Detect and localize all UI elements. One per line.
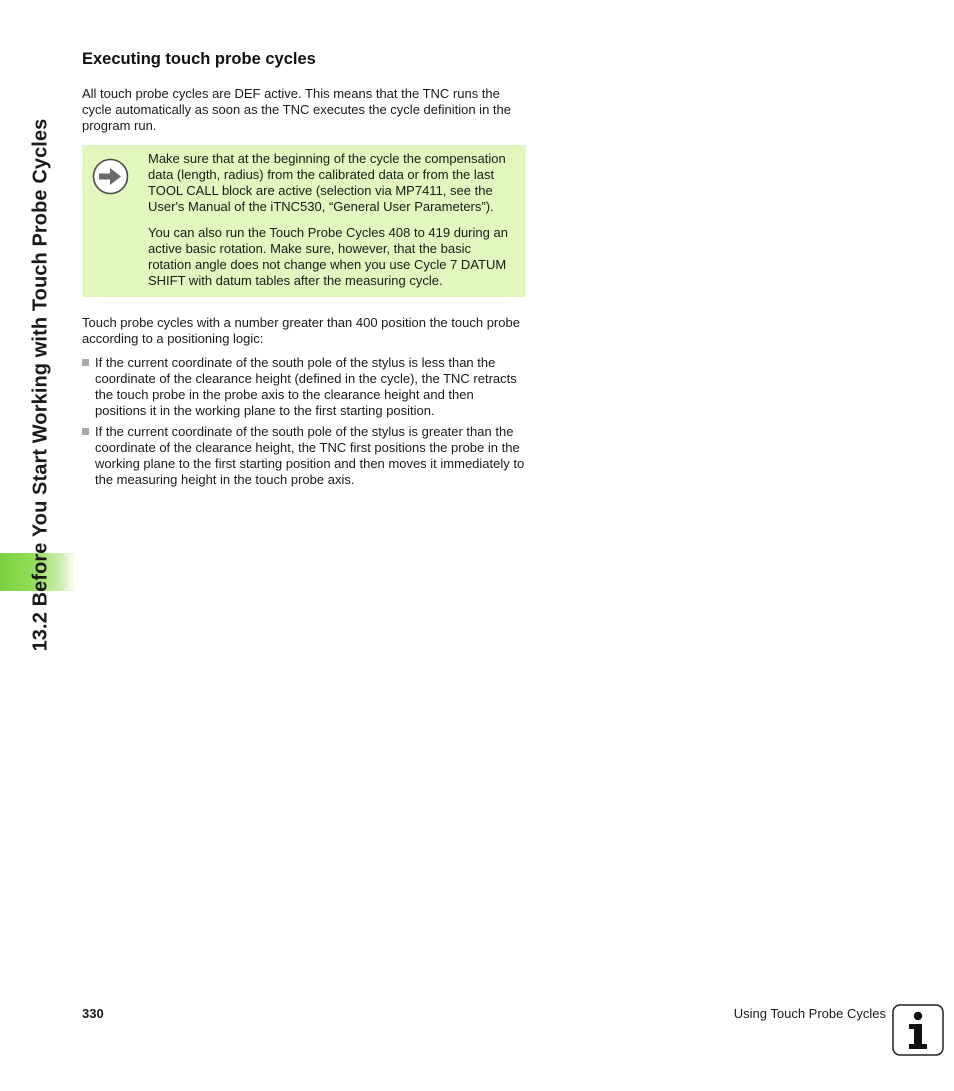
list-item-text: If the current coordinate of the south pole of the stylus is less than the coordinate of the clearance height (defined in the cycle), the TNC retracts the touch probe in the probe axis to the clearance height and then positions it in the working plane to the first starting position. — [95, 355, 517, 418]
info-icon[interactable] — [892, 1004, 944, 1056]
positioning-logic-paragraph: Touch probe cycles with a number greater than 400 position the touch probe according to a positioning logic: — [82, 315, 520, 346]
square-bullet-icon — [82, 428, 89, 435]
list-item — [82, 355, 526, 419]
main-content — [82, 48, 526, 493]
note-paragraph-1: Make sure that at the beginning of the cycle the compensation data (length, radius) from the calibrated data or from the last TOOL CALL block are active (selection via MP7411, see the User's Manual of the iTNC530, “General User Parameters”). — [148, 151, 506, 214]
list-item-text: If the current coordinate of the south pole of the stylus is greater than the coordinate of the clearance height, the TNC first positions the probe in the working plane to the first starting position and then moves it immediately to the measuring height in the touch probe axis. — [95, 424, 525, 487]
chapter-side-title: 13.2 Before You Start Working with Touch Probe Cycles — [29, 118, 52, 652]
page-number: 330 — [82, 1006, 104, 1021]
list-item — [82, 424, 526, 488]
note-paragraph-2: You can also run the Touch Probe Cycles 408 to 419 during an active basic rotation. Make sure, however, that the basic rotation angle does not change when you use Cycle 7 DATUM SHIFT with datum tables after the measuring cycle. — [148, 225, 508, 288]
arrow-right-icon — [92, 158, 129, 195]
footer-chapter-title: Using Touch Probe Cycles — [733, 1006, 886, 1021]
intro-paragraph: All touch probe cycles are DEF active. This means that the TNC runs the cycle automatically as soon as the TNC executes the cycle definition in the program run. — [82, 86, 511, 133]
chapter-side-title-area — [18, 40, 64, 730]
note-box — [82, 145, 526, 297]
square-bullet-icon — [82, 359, 89, 366]
positioning-logic-list — [82, 355, 526, 488]
section-heading: Executing touch probe cycles — [82, 50, 316, 68]
